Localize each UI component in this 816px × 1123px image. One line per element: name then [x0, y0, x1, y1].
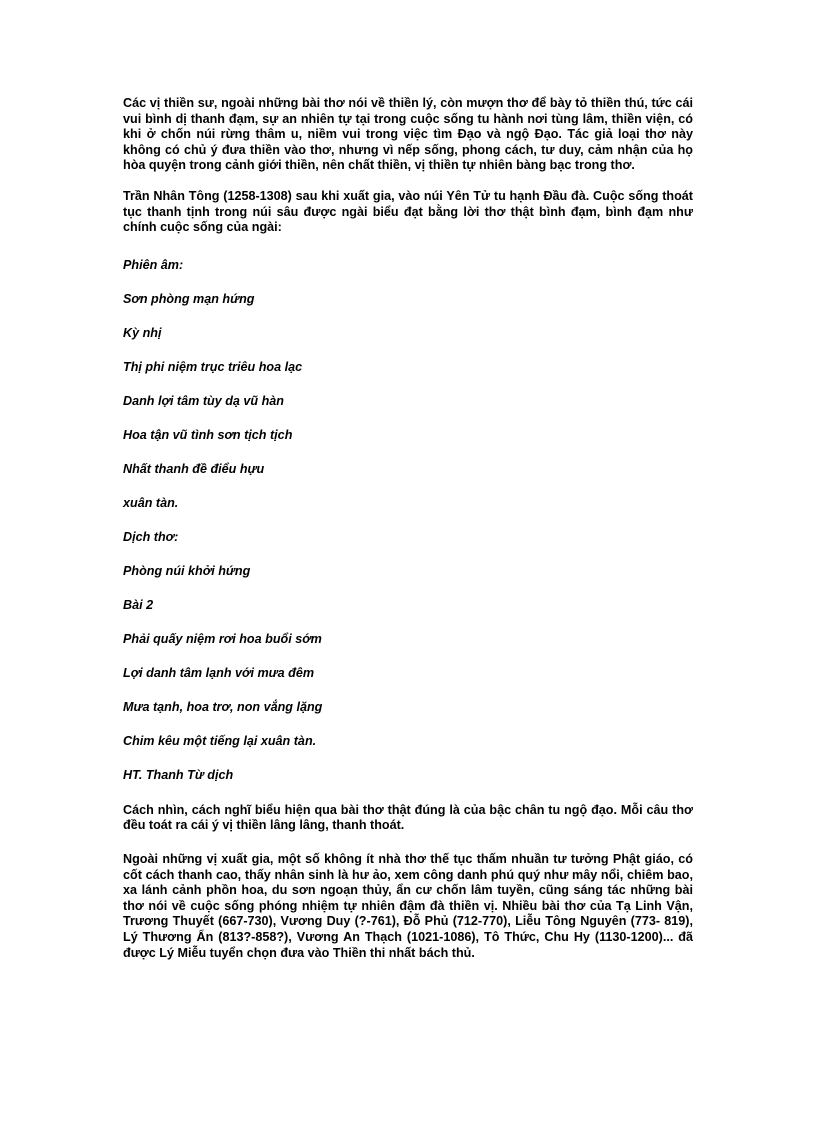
document-page — [123, 96, 693, 961]
poem-translator-credit: HT. Thanh Từ dịch — [123, 767, 234, 782]
poem-line: Mưa tạnh, hoa trơ, non vắng lặng — [123, 699, 323, 714]
poem-line: Phải quấy niệm rơi hoa buổi sớm — [123, 631, 322, 646]
poem-line: Phiên âm: — [123, 257, 184, 272]
poem-line: Phòng núi khởi hứng — [123, 563, 251, 578]
poem-line: Bài 2 — [123, 597, 154, 612]
commentary-paragraph: Cách nhìn, cách nghĩ biểu hiện qua bài thơ thật đúng là của bậc chân tu ngộ đạo. Mỗi câu thơ đều toát ra cái ý vị thiền lâng lâng, thanh thoát. — [123, 802, 693, 833]
poem-line: Lợi danh tâm lạnh với mưa đêm — [123, 665, 315, 680]
poem-line: Chim kêu một tiếng lại xuân tàn. — [123, 733, 317, 748]
poem-block — [123, 257, 693, 801]
poem-line: Dịch thơ: — [123, 529, 179, 544]
lay-poets-paragraph: Ngoài những vị xuất gia, một số không ít nhà thơ thế tục thấm nhuần tư tưởng Phật giáo, có cốt cách thanh cao, thấy nhân sinh là hư ảo, xem công danh phú quý như mây nổi, chiêm bao, xa lánh cảnh phồn hoa, du sơn ngoạn thủy, ẩn cư chốn lâm tuyền, cũng sáng tác những bài thơ nói về cuộc sống phóng nhiệm tự nhiên đậm đà thiền vị. Nhiều bài thơ của Tạ Linh Vận, Trương Thuyết (667-730), Vương Duy (?-761), Đỗ Phủ (712-770), Liễu Tông Nguyên (773- 819), Lý Thương Ẩn (813?-858?), Vương An Thạch (1021-1086), Tô Thức, Chu Hy (1130-1200)... đã được Lý Miễu tuyển chọn đưa vào Thiền thi nhất bách thủ. — [123, 851, 693, 960]
poem-line: Thị phi niệm trục triêu hoa lạc — [123, 359, 303, 374]
poem-line: xuân tàn. — [123, 495, 179, 510]
poem-line: Nhất thanh đề điểu hựu — [123, 461, 265, 476]
poem-line: Sơn phòng mạn hứng — [123, 291, 255, 306]
poem-line: Hoa tận vũ tình sơn tịch tịch — [123, 427, 293, 442]
poem-line: Danh lợi tâm tùy dạ vũ hàn — [123, 393, 285, 408]
tran-nhan-tong-paragraph: Trần Nhân Tông (1258-1308) sau khi xuất gia, vào núi Yên Tử tu hạnh Đầu đà. Cuộc sống thoát tục thanh tịnh trong núi sâu được ngài biểu đạt bằng lời thơ thật bình đạm, bình đạm như chính cuộc sống của ngài: — [123, 188, 693, 235]
intro-paragraph: Các vị thiền sư, ngoài những bài thơ nói về thiền lý, còn mượn thơ để bày tỏ thiền thú, tức cái vui bình dị thanh đạm, sự an nhiên tự tại trong cuộc sống tu hành nơi tùng lâm, thiền viện, có khi ở chốn núi rừng thâm u, niềm vui trong việc tìm Đạo và ngộ Đạo. Tác giả loại thơ này không có chủ ý đưa thiền vào thơ, nhưng vì nếp sống, phong cách, tư duy, cảm nhận của họ hòa quyện trong cảnh giới thiền, nên chất thiền, vị thiền tự nhiên bàng bạc trong thơ. — [123, 96, 693, 173]
poem-line: Kỳ nhị — [123, 325, 162, 340]
